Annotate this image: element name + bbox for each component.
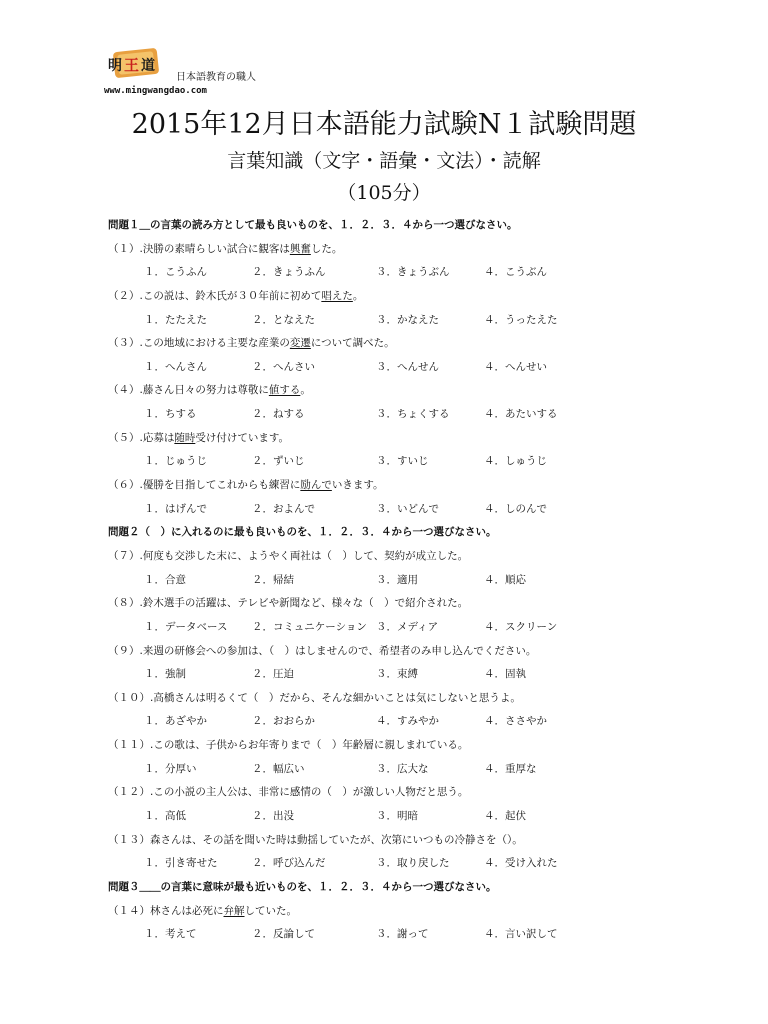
mingwangdao-logo [104, 48, 162, 80]
option-4: ４．しのんで [484, 502, 547, 515]
question-text-post: していた。 [244, 904, 297, 917]
option-1: １．データベース [144, 620, 228, 633]
option-2: ２．きょうふん [252, 266, 326, 279]
option-2: ２．おおらか [252, 715, 315, 728]
option-1: １．分厚い [144, 762, 197, 775]
underlined-word: 値する [268, 384, 301, 397]
option-4: ４．言い訳して [484, 928, 558, 941]
option-1: １．はげんで [144, 502, 207, 515]
option-2: ２．反論して [252, 928, 315, 941]
option-1: １．へんさん [144, 360, 207, 373]
section-heading-1: 問題１＿の言葉の読み方として最も良いものを、１．２．３．４から一つ選びなさい。 [108, 219, 518, 231]
option-3: ３．謝って [376, 928, 429, 941]
option-3: ４．すみやか [376, 715, 439, 728]
section-heading-2: 問題２（ ）に入れるのに最も良いものを、１．２．３．４から一つ選びなさい。 [108, 526, 497, 539]
option-4: ４．スクリーン [484, 620, 558, 633]
question [108, 474, 728, 498]
answer-options [108, 261, 728, 285]
question [108, 379, 728, 403]
option-4: ４．うったえた [484, 313, 558, 326]
option-1: １．引き寄せた [144, 857, 218, 870]
option-4: ４．重厚な [484, 762, 537, 775]
option-3: ３．束縛 [376, 668, 418, 681]
answer-options [108, 569, 728, 593]
option-2: ２．出没 [252, 810, 294, 823]
option-2: ２．となえた [252, 313, 315, 326]
option-1: １．高低 [144, 810, 186, 823]
option-3: ３．いどんで [376, 502, 439, 515]
question-text-post: 受け付けています。 [195, 431, 290, 444]
answer-options [108, 498, 728, 522]
question-text-pre: （３）.この地域における主要な産業の [108, 337, 290, 350]
underlined-word: 変遷 [289, 337, 311, 350]
question-text-pre: （１４）林さんは必死に [108, 904, 224, 917]
option-3: ３．きょうぶん [376, 266, 450, 279]
answer-options [108, 309, 728, 333]
option-3: ３．すいじ [376, 455, 429, 468]
question: （１３）森さんは、その話を聞いた時は動揺していたが、次第にいつもの冷静さを（）。 [108, 833, 523, 846]
underlined-word: 随時 [174, 431, 196, 444]
question [108, 332, 728, 356]
question-text-pre: （６）.優勝を目指してこれからも練習に [108, 479, 301, 492]
question: （１０）.高橋さんは明るくて（ ）だから、そんな細かいことは気にしないと思うよ。 [108, 691, 521, 704]
option-1: １．あざやか [144, 715, 207, 728]
option-1: １．合意 [144, 573, 186, 586]
question: （８）.鈴木選手の活躍は、テレビや新聞など、様々な（ ）で紹介された。 [108, 597, 469, 610]
option-4: ４．起伏 [484, 810, 526, 823]
question-text-pre: （４）.藤さん日々の努力は尊敬に [108, 384, 269, 397]
answer-options [108, 710, 728, 734]
question: （１２）.この小説の主人公は、非常に感情の（ ）が激しい人物だと思う。 [108, 786, 469, 799]
question [108, 238, 728, 262]
answer-options [108, 663, 728, 687]
option-4: ４．固執 [484, 668, 526, 681]
option-4: ４．へんせい [484, 360, 547, 373]
page-subtitle: 言葉知識（文字・語彙・文法）・読解 [227, 150, 541, 172]
option-3: ３．取り戻した [376, 857, 450, 870]
website-url[interactable]: www.mingwangdao.com [104, 86, 207, 96]
option-1: １．ちする [144, 408, 197, 421]
svg-text:道: 道 [141, 58, 155, 74]
option-4: ４．こうぶん [484, 266, 547, 279]
question [108, 427, 728, 451]
option-4: ４．受け入れた [484, 857, 558, 870]
question-text-post: 。 [300, 384, 311, 397]
underlined-word: 励んで [300, 479, 332, 492]
option-3: ３．適用 [376, 573, 418, 586]
option-2: ２．コミュニケーション [252, 620, 367, 633]
question: （７）.何度も交渉した末に、ようやく両社は（ ）して、契約が成立した。 [108, 549, 469, 562]
option-1: １．強制 [144, 668, 186, 681]
question [108, 285, 728, 309]
underlined-word: 唱えた [321, 289, 353, 302]
header [104, 48, 404, 98]
question [108, 900, 728, 924]
option-3: ３．メディア [376, 620, 439, 633]
question-text-pre: （２）.この説は、鈴木氏が３０年前に初めて [108, 289, 322, 302]
section-heading-3: 問題３＿＿の言葉に意味が最も近いものを、１．２．３．４から一つ選びなさい。 [108, 880, 497, 893]
svg-text:明: 明 [108, 58, 122, 74]
option-4: ４．ささやか [484, 715, 547, 728]
answer-options [108, 616, 728, 640]
tagline: 日本語教育の職人 [176, 72, 256, 83]
option-1: １．考えて [144, 928, 197, 941]
question-text-post: いきます。 [331, 479, 384, 492]
question-text-pre: （１）.決勝の素晴らしい試合に観客は [108, 242, 290, 255]
option-4: ４．順応 [484, 573, 526, 586]
option-3: ３．ちょくする [376, 408, 450, 421]
option-1: １．たたえた [144, 313, 207, 326]
svg-text:王: 王 [124, 56, 140, 74]
answer-options [108, 852, 728, 876]
option-3: ３．かなえた [376, 313, 439, 326]
answer-options [108, 403, 728, 427]
option-1: １．こうふん [144, 266, 207, 279]
answer-options [108, 805, 728, 829]
option-4: ４．しゅうじ [484, 455, 547, 468]
option-3: ３．明暗 [376, 810, 418, 823]
option-2: ２．帰結 [252, 573, 294, 586]
option-2: ２．ねする [252, 408, 305, 421]
page-title: 2015年12月日本語能力試験N１試験問題 [131, 109, 637, 140]
underlined-word: 興奮 [289, 242, 311, 255]
option-4: ４．あたいする [484, 408, 558, 421]
option-3: ３．広大な [376, 762, 429, 775]
question: （１１）.この歌は、子供からお年寄りまで（ ）年齢層に親しまれている。 [108, 739, 469, 752]
question-text-post: した。 [310, 242, 343, 255]
time-limit: （105分） [337, 182, 431, 204]
option-2: ２．ずいじ [252, 455, 305, 468]
option-1: １．じゅうじ [144, 455, 207, 468]
answer-options [108, 923, 728, 947]
option-2: ２．呼び込んだ [252, 857, 326, 870]
question: （９）.来週の研修会への参加は、（ ）はしませんので、希望者のみ申し込んでください。 [108, 644, 537, 657]
option-2: ２．圧迫 [252, 668, 294, 681]
answer-options [108, 758, 728, 782]
option-2: ２．幅広い [252, 762, 305, 775]
question-text-post: について調べた。 [310, 337, 395, 350]
answer-options [108, 450, 728, 474]
option-3: ３．へんせん [376, 360, 439, 373]
question-text-post: 。 [352, 289, 364, 302]
option-2: ２．およんで [252, 502, 315, 515]
question-list [108, 214, 728, 947]
answer-options [108, 356, 728, 380]
underlined-word: 弁解 [223, 904, 245, 917]
question-text-pre: （５）.応募は [108, 431, 175, 444]
option-2: ２．へんさい [252, 360, 315, 373]
